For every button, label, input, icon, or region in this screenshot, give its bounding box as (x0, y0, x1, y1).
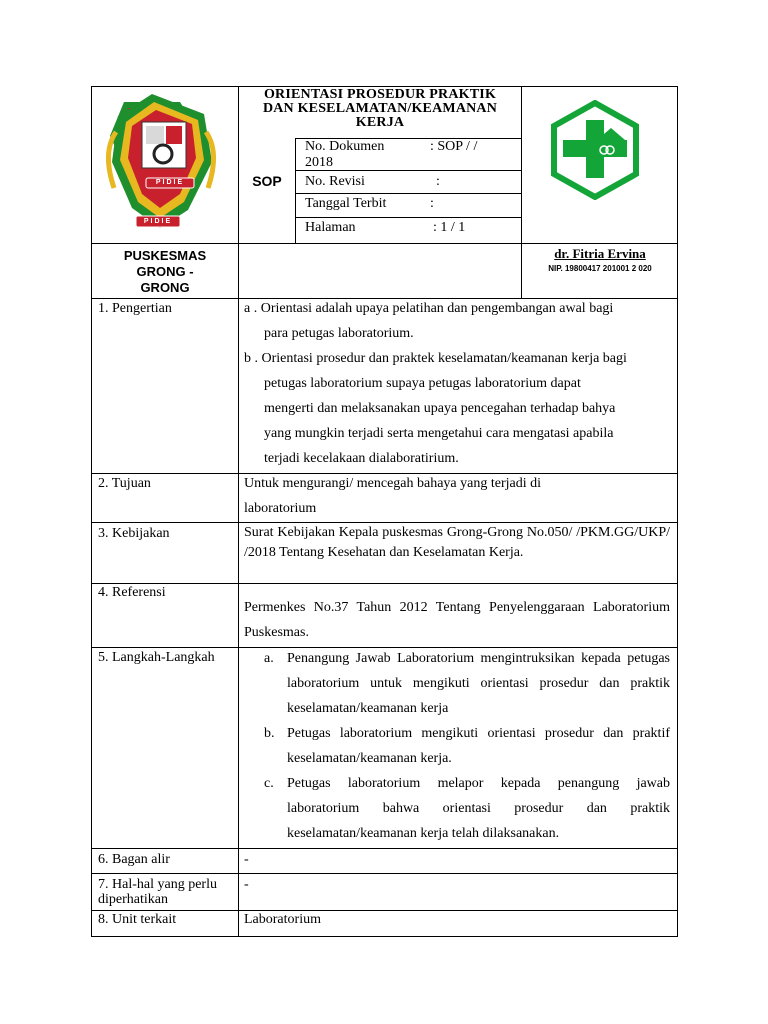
pengertian-b-line: petugas laboratorium supaya petugas laboratorium dapat (264, 376, 581, 391)
signer-nip: NIP. 19800417 201001 2 020 (548, 264, 652, 273)
tujuan-line: Untuk mengurangi/ mencegah bahaya yang terjadi di (244, 476, 542, 491)
field-issue-date-label: Tanggal Terbit (305, 196, 387, 211)
section-label-pengertian: 1. Pengertian (98, 301, 172, 316)
pengertian-b-line: mengerti dan melaksanakan upaya pencegahan terhadap bahya (264, 401, 616, 416)
field-revision-label: No. Revisi (305, 174, 365, 189)
field-doc-no-value: : SOP / / (430, 139, 478, 154)
section-label-bagan: 6. Bagan alir (98, 852, 170, 867)
pengertian-b-line: yang mungkin terjadi serta mengetahui cara mengatasi apabila (264, 426, 614, 441)
rule (91, 243, 678, 244)
section-label-tujuan: 2. Tujuan (98, 476, 151, 491)
signer-name: dr. Fitria Ervina (554, 246, 646, 261)
section-referensi-content: Permenkes No.37 Tahun 2012 Tentang Penyelenggaraan Laboratorium Puskesmas. (244, 600, 670, 640)
field-doc-no-label: No. Dokumen (305, 139, 385, 154)
pengertian-a-line: para petugas laboratorium. (264, 326, 414, 341)
field-doc-year: 2018 (305, 155, 333, 170)
rule (295, 193, 521, 194)
section-tujuan-content (244, 471, 674, 521)
document-title (239, 88, 521, 130)
section-unit-value: Laboratorium (244, 912, 321, 927)
rule (295, 217, 521, 218)
langkah-marker: a. (264, 651, 274, 666)
section-hal-value: - (244, 877, 249, 892)
langkah-text: Penangung Jawab Laboratorium mengintruksikan kepada petugas laboratorium untuk mengikuti orientasi prosedur dan praktik keselamatan/keamanan kerja (287, 651, 670, 716)
rule (91, 910, 678, 911)
org-line: GRONG - (136, 264, 194, 279)
field-divider (295, 138, 296, 243)
emblem-banner-bottom: PIDIE (143, 218, 173, 225)
pengertian-b-line: terjadi kecelakaan dialaboratirium. (264, 451, 459, 466)
langkah-marker: c. (264, 776, 274, 791)
pengertian-b-line: b . Orientasi prosedur dan praktek keselamatan/keamanan kerja bagi (244, 351, 627, 366)
langkah-item (244, 721, 670, 771)
rule (91, 873, 678, 874)
org-line: PUSKESMAS (123, 248, 207, 263)
rule (91, 583, 678, 584)
title-line: ORIENTASI PROSEDUR PRAKTIK (263, 87, 497, 102)
title-line: DAN KESELAMATAN/KEAMANAN (262, 101, 498, 116)
emblem-banner-top: PIDIE (155, 179, 185, 186)
org-line: GRONG (140, 280, 190, 295)
langkah-item (244, 646, 670, 721)
title-line: KERJA (355, 115, 405, 130)
section-label-langkah: 5. Langkah-Langkah (98, 650, 215, 665)
rule (91, 848, 678, 849)
tujuan-line: laboratorium (244, 501, 317, 516)
org-name (92, 248, 238, 296)
section-pengertian-content (244, 296, 674, 471)
langkah-text: Petugas laboratorium melapor kepada penangung jawab laboratorium bahwa orientasi prosedur dan praktik keselamatan/keamanan kerja telah dilaksanakan. (287, 776, 670, 841)
hal-label-line: 7. Hal-hal yang perlu (98, 877, 217, 892)
section-label-referensi: 4. Referensi (98, 585, 166, 600)
langkah-marker: b. (264, 726, 275, 741)
langkah-item (244, 771, 670, 846)
section-kebijakan-content: Surat Kebijakan Kepala puskesmas Grong-Grong No.050/ /PKM.GG/UKP/ /2018 Tentang Kesehatan dan Keselamatan Kerja. (244, 525, 670, 560)
field-page-label: Halaman (305, 220, 356, 235)
hal-label-line: diperhatikan (98, 892, 168, 907)
langkah-text: Petugas laboratorium mengikuti orientasi prosedur dan praktif keselamatan/keamanan kerja. (287, 726, 670, 766)
pidie-emblem (88, 92, 238, 242)
section-label-unit: 8. Unit terkait (98, 912, 177, 927)
section-bagan-value: - (244, 852, 249, 867)
col-divider-left (238, 86, 239, 937)
field-page-value: : 1 / 1 (433, 220, 466, 235)
section-label-kebijakan: 3. Kebijakan (98, 526, 170, 541)
section-label-hal (98, 877, 238, 907)
puskesmas-logo (545, 100, 645, 200)
section-langkah-content (244, 646, 670, 846)
pengertian-a-line: a . Orientasi adalah upaya pelatihan dan pengembangan awal bagi (244, 301, 614, 316)
sop-label: SOP (252, 173, 282, 189)
field-revision-value: : (436, 174, 440, 189)
field-issue-date-value: : (430, 196, 434, 211)
